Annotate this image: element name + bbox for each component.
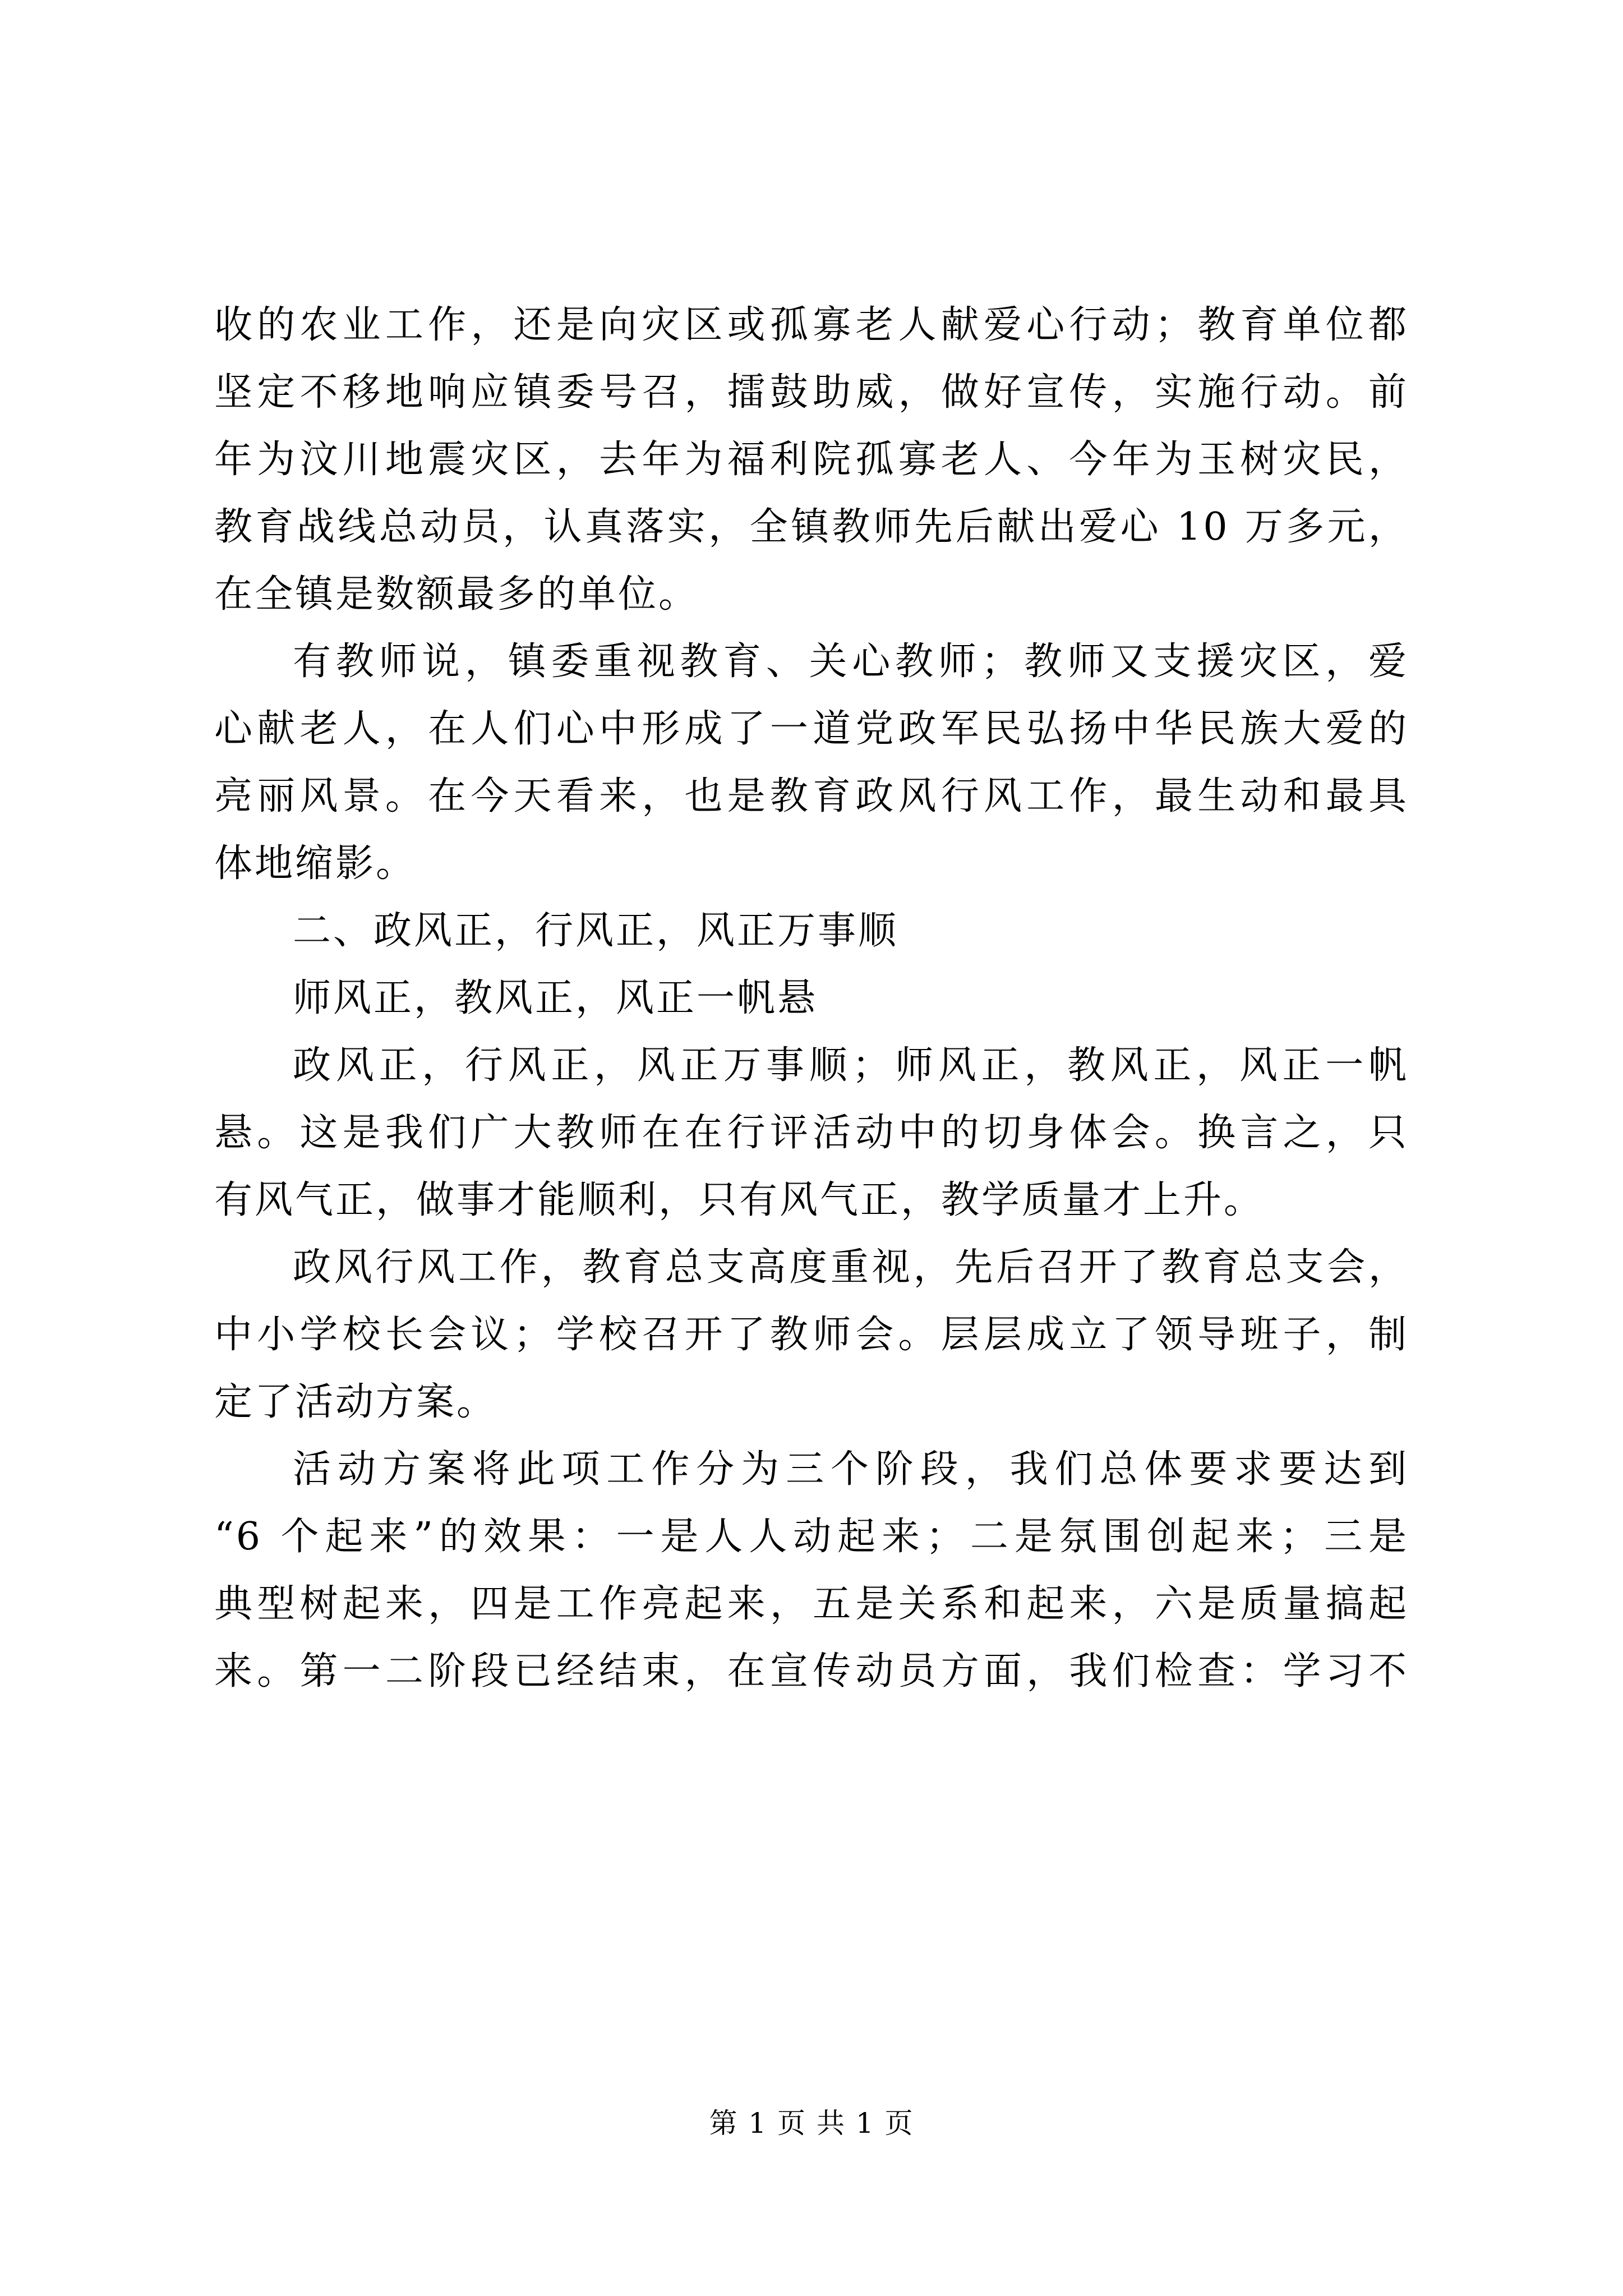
page-number-label: 第 1 页 共 1 页: [709, 2107, 914, 2139]
text-line: 体地缩影。: [214, 841, 417, 886]
page-footer: [0, 2106, 1623, 2140]
text-line: 心献老人，在人们心中形成了一道党政军民弘扬中华民族大爱的: [214, 707, 1409, 751]
document-body: [214, 292, 1409, 1705]
text-line: 悬。这是我们广大教师在在行评活动中的切身体会。换言之，只: [214, 1111, 1409, 1155]
section-heading: [214, 898, 1409, 965]
paragraph-7: [214, 1436, 1409, 1705]
text-line: 教育战线总动员，认真落实，全镇教师先后献出爱心 10 万多元，: [214, 505, 1409, 549]
section-subheading: [214, 965, 1409, 1032]
text-line: 收的农业工作，还是向灾区或孤寡老人献爱心行动；教育单位都: [214, 303, 1409, 347]
text-line: 有风气正，做事才能顺利，只有风气正，教学质量才上升。: [214, 1178, 1265, 1222]
paragraph-6: [214, 1234, 1409, 1436]
text-line: “6 个起来”的效果：一是人人动起来；二是氛围创起来；三是: [214, 1515, 1409, 1559]
paragraph-5: [214, 1032, 1409, 1234]
paragraph-2: [214, 628, 1409, 898]
text-line: 亮丽风景。在今天看来，也是教育政风行风工作，最生动和最具: [214, 774, 1409, 818]
text-line: 来。第一二阶段已经结束，在宣传动员方面，我们检查：学习不: [214, 1649, 1409, 1694]
text-line: 活动方案将此项工作分为三个阶段，我们总体要求要达到: [293, 1447, 1409, 1492]
text-line: 典型树起来，四是工作亮起来，五是关系和起来，六是质量搞起: [214, 1582, 1409, 1626]
text-line: 在全镇是数额最多的单位。: [214, 572, 699, 616]
heading-line: 师风正，教风正，风正一帆悬: [293, 976, 818, 1020]
text-line: 坚定不移地响应镇委号召，擂鼓助威，做好宣传，实施行动。前: [214, 370, 1409, 415]
paragraph-1: [214, 292, 1409, 628]
text-line: 定了活动方案。: [214, 1380, 497, 1424]
text-line: 年为汶川地震灾区，去年为福利院孤寡老人、今年为玉树灾民，: [214, 438, 1409, 482]
text-line: 有教师说，镇委重视教育、关心教师；教师又支援灾区，爱: [293, 639, 1409, 684]
heading-line: 二、政风正，行风正，风正万事顺: [293, 909, 899, 953]
text-line: 政风行风工作，教育总支高度重视，先后召开了教育总支会，: [293, 1245, 1409, 1290]
text-line: 中小学校长会议；学校召开了教师会。层层成立了领导班子，制: [214, 1313, 1409, 1357]
text-line: 政风正，行风正，风正万事顺；师风正，教风正，风正一帆: [293, 1043, 1409, 1088]
